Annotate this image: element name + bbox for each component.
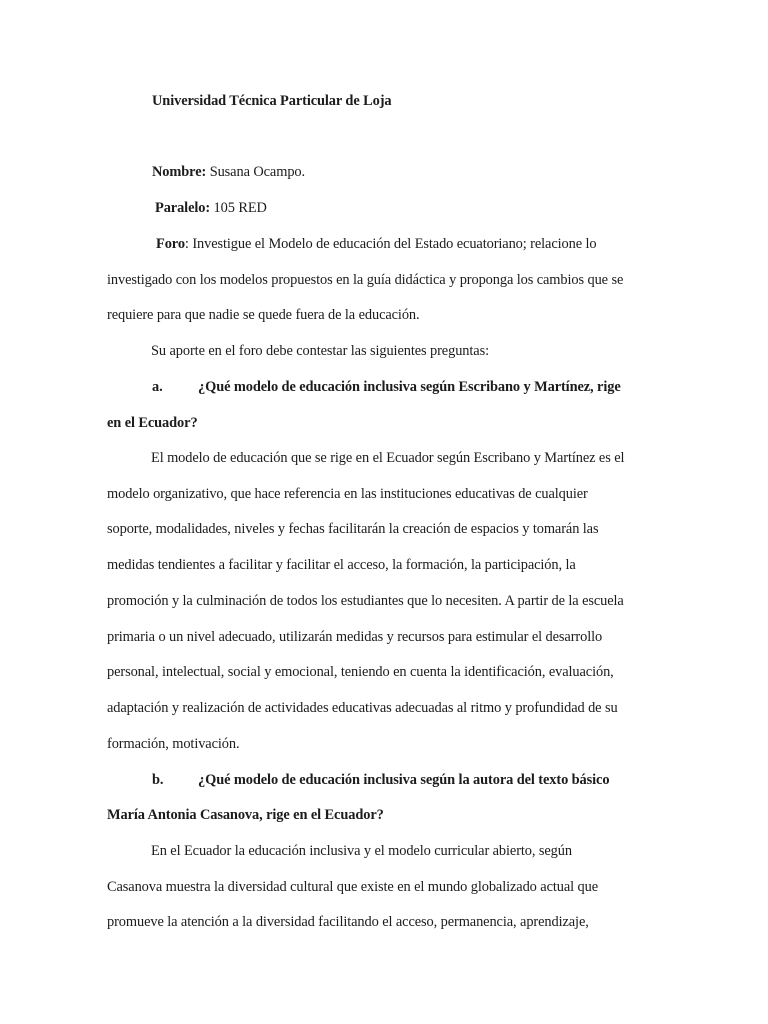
question-b-line-1 [152,771,609,789]
intro-text: Su aporte en el foro debe contestar las siguientes preguntas: [151,343,489,359]
nombre-value: Susana Ocampo. [209,164,306,180]
foro-line-2: investigado con los modelos propuestos en la guía didáctica y proponga los cambios que se [107,272,624,288]
question-a-text-1: ¿Qué modelo de educación inclusiva según Escribano y Martínez, rige [198,379,621,395]
answer-a-line-3: soporte, modalidades, niveles y fechas facilitarán la creación de espacios y tomarán las [107,521,599,537]
answer-a-line-2: modelo organizativo, que hace referencia en las instituciones educativas de cualquier [107,486,588,502]
foro-text-1: : Investigue el Modelo de educación del Estado ecuatoriano; relacione lo [184,236,597,252]
foro-label: Foro [156,236,185,252]
question-b-text-1: ¿Qué modelo de educación inclusiva según la autora del texto básico [198,772,610,788]
question-a-line-2: en el Ecuador? [107,415,198,431]
nombre-line [152,163,305,181]
paralelo-line [155,199,267,217]
answer-a-line-8: adaptación y realización de actividades educativas adecuadas al ritmo y profundidad de su [107,700,618,716]
paralelo-value: 105 RED [213,200,267,216]
answer-a-line-6: primaria o un nivel adecuado, utilizarán medidas y recursos para estimular el desarrollo [107,629,603,645]
question-b-line-2: María Antonia Casanova, rige en el Ecuador? [107,807,384,823]
answer-b-line-1: En el Ecuador la educación inclusiva y el modelo curricular abierto, según [151,843,572,859]
foro-line-1 [156,235,597,253]
answer-a-line-7: personal, intelectual, social y emocional, teniendo en cuenta la identificación, evaluación, [107,664,614,680]
answer-b-line-3: promueve la atención a la diversidad facilitando el acceso, permanencia, aprendizaje, [107,914,589,930]
answer-a-line-5: promoción y la culminación de todos los estudiantes que lo necesiten. A partir de la escuela [107,593,624,609]
question-a-marker: a. [152,379,163,395]
foro-line-3: requiere para que nadie se quede fuera de la educación. [107,307,420,323]
question-a-line-1 [152,378,621,396]
paralelo-label: Paralelo: [155,200,211,216]
answer-a-line-1: El modelo de educación que se rige en el Ecuador según Escribano y Martínez es el [151,450,625,466]
answer-b-line-2: Casanova muestra la diversidad cultural que existe en el mundo globalizado actual que [107,879,599,895]
nombre-label: Nombre: [152,164,207,180]
answer-a-line-9: formación, motivación. [107,736,240,752]
question-b-marker: b. [152,772,164,788]
university-title: Universidad Técnica Particular de Loja [152,93,392,109]
answer-a-line-4: medidas tendientes a facilitar y facilitar el acceso, la formación, la participación, la [107,557,576,573]
